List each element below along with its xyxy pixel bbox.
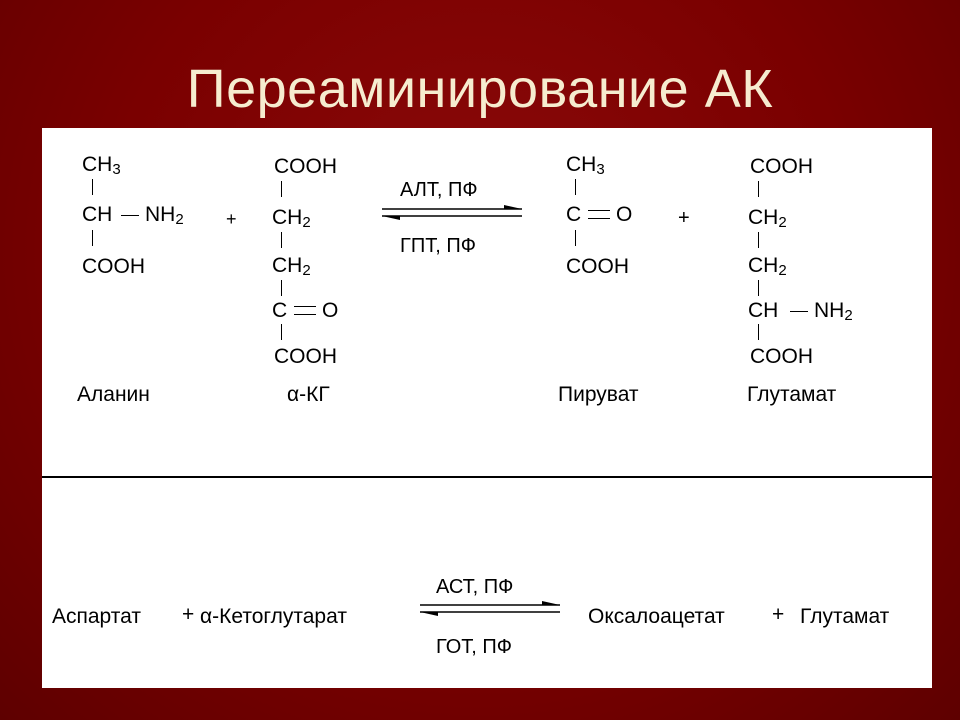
akg-carbonyl-c: C <box>272 299 288 322</box>
plus-sign: + <box>182 603 195 626</box>
akg-ch2-1: $CH_2$ <box>272 206 311 231</box>
bond-line <box>121 215 139 216</box>
enzyme-forward-label: АСТ, ПФ <box>436 576 514 598</box>
glutamate-cooh-bottom: COOH <box>750 345 813 368</box>
akg-ch2-2: $CH_2$ <box>272 254 311 279</box>
glutamate-ch2-1: $CH_2$ <box>748 206 787 231</box>
bond-line <box>92 230 93 246</box>
oxaloacetate-label: Оксалоацетат <box>588 605 725 628</box>
alanine-label: Аланин <box>77 383 150 406</box>
alanine-nh2: $NH_2$ <box>145 203 184 228</box>
enzyme-reverse-label: ГПТ, ПФ <box>400 235 476 257</box>
plus-sign: + <box>772 603 785 626</box>
enzyme-reverse-label: ГОТ, ПФ <box>436 636 512 658</box>
pyruvate-carbonyl-o: O <box>616 203 633 226</box>
pyruvate-carbonyl-c: C <box>566 203 582 226</box>
akg-cooh-bottom: COOH <box>274 345 337 368</box>
plus-sign: + <box>678 207 690 229</box>
glutamate-ch2-2: $CH_2$ <box>748 254 787 279</box>
alanine-ch3: $CH_3$ <box>82 153 121 178</box>
bond-line <box>575 230 576 246</box>
bond-line <box>294 314 316 315</box>
equilibrium-arrows <box>412 596 568 622</box>
bond-line <box>294 306 316 307</box>
bond-line <box>758 232 759 248</box>
bond-line <box>281 324 282 340</box>
alanine-ch: CH <box>82 203 113 226</box>
glutamate-nh2: $NH_2$ <box>814 299 853 324</box>
plus-sign: + <box>226 209 237 229</box>
equilibrium-arrows <box>374 200 530 226</box>
glutamate-ch: CH <box>748 299 779 322</box>
bond-line <box>281 181 282 197</box>
bond-line <box>575 179 576 195</box>
akg-carbonyl-o: O <box>322 299 339 322</box>
bond-line <box>758 324 759 340</box>
bond-line <box>758 280 759 296</box>
aspartate-label: Аспартат <box>52 605 141 628</box>
bond-line <box>588 218 610 219</box>
section-divider <box>42 476 932 478</box>
enzyme-forward-label: АЛТ, ПФ <box>400 179 478 201</box>
pyruvate-cooh: COOH <box>566 255 629 278</box>
bond-line <box>758 181 759 197</box>
bond-line <box>790 311 808 312</box>
glutamate-label: Глутамат <box>800 605 890 628</box>
alpha-ketoglutarate-label: α-Кетоглутарат <box>200 605 347 628</box>
akg-cooh-top: COOH <box>274 155 337 178</box>
slide-title: Переаминирование АК <box>186 59 774 119</box>
bond-line <box>281 232 282 248</box>
glutamate-label: Глутамат <box>747 383 837 406</box>
bond-line <box>92 179 93 195</box>
glutamate-cooh-top: COOH <box>750 155 813 178</box>
bond-line <box>588 210 610 211</box>
bond-line <box>281 280 282 296</box>
pyruvate-ch3: $CH_3$ <box>566 153 605 178</box>
alanine-cooh: COOH <box>82 255 145 278</box>
akg-label: α-КГ <box>287 383 330 406</box>
reaction-panel <box>42 128 932 688</box>
pyruvate-label: Пируват <box>558 383 639 406</box>
